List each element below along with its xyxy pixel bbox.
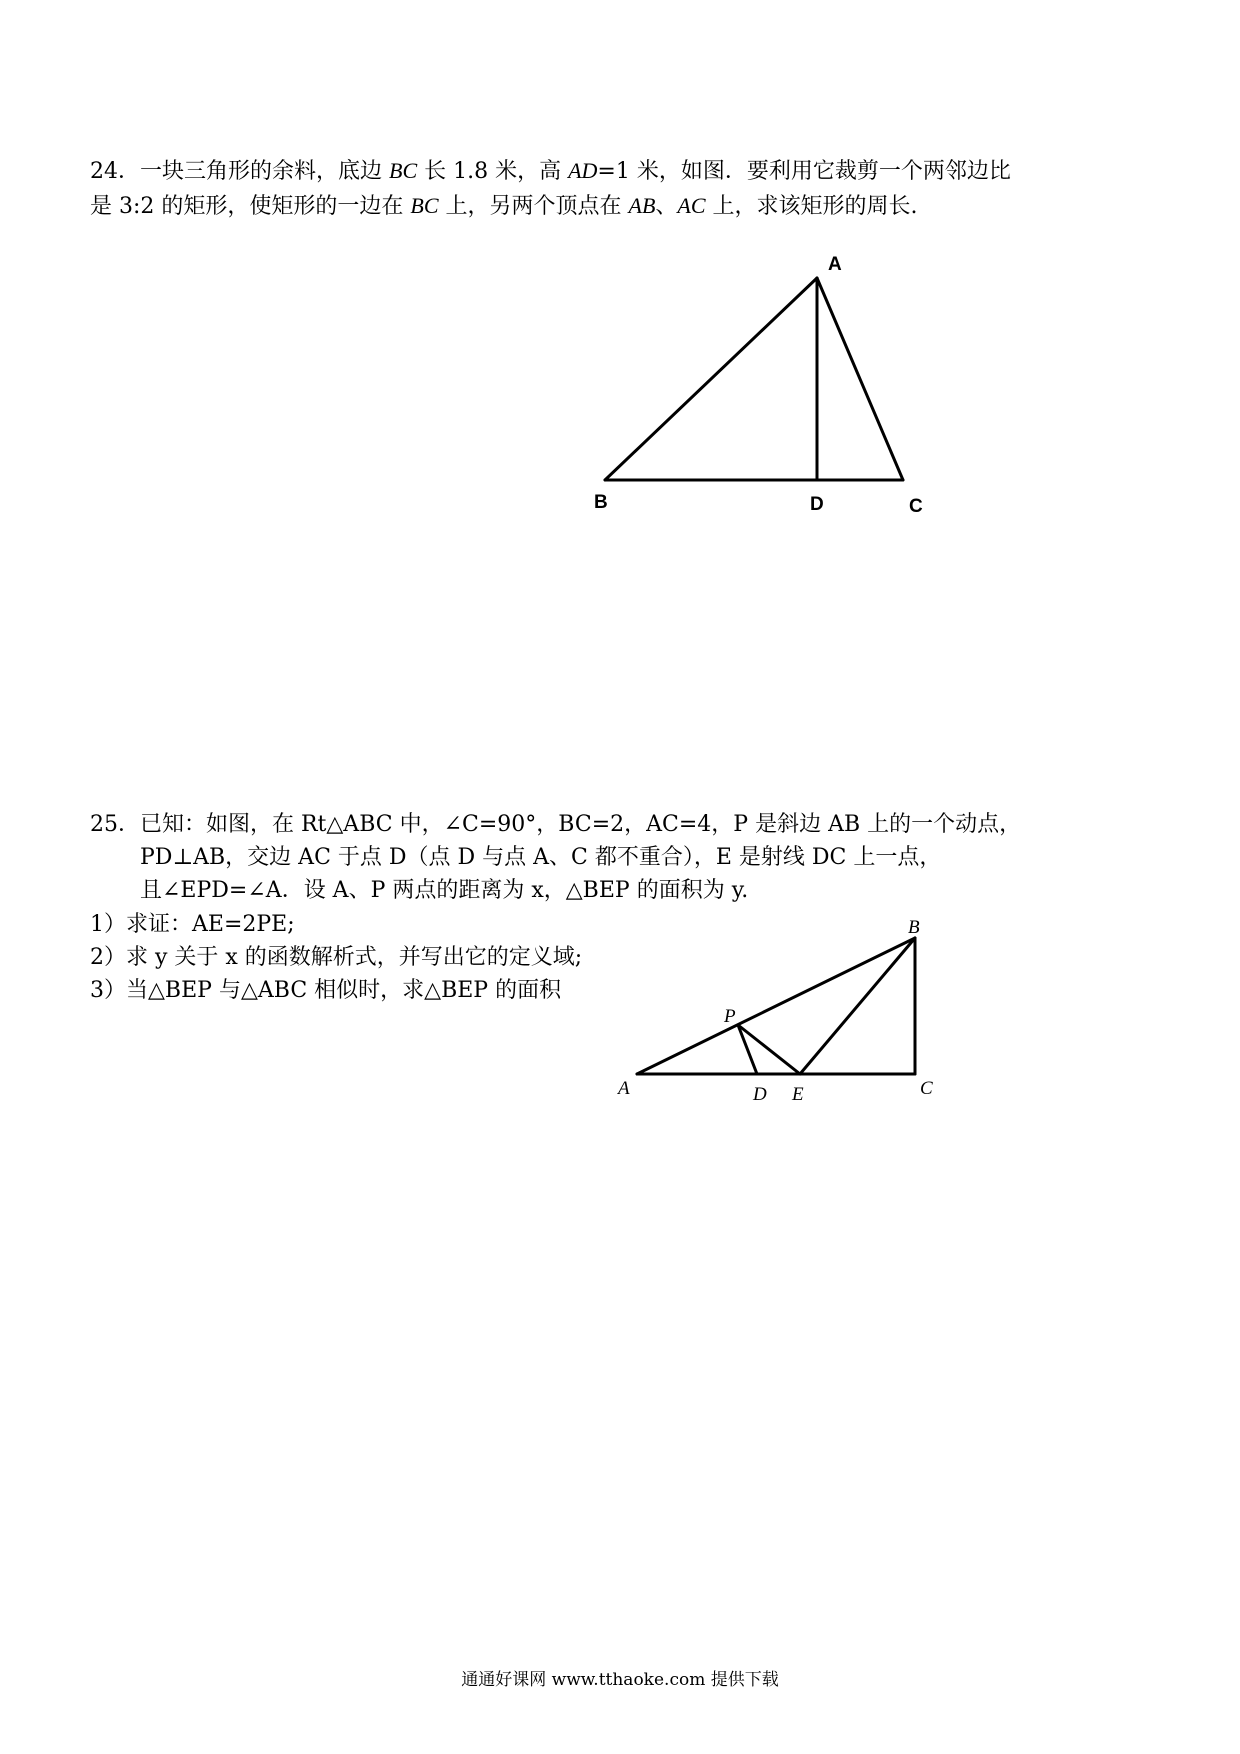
- q24-line-1-part-1: 24．一块三角形的余料，底边: [90, 159, 389, 184]
- q24-line-1: [90, 156, 1011, 187]
- q24-label-b: B: [594, 492, 608, 513]
- q24-label-d: D: [810, 494, 824, 515]
- q24-side-ab: [605, 278, 817, 480]
- q25-line-3: 且∠EPD=∠A．设 A、P 两点的距离为 x，△BEP 的面积为 y.: [140, 878, 749, 903]
- q25-label-d: D: [753, 1084, 767, 1105]
- q24-line-2-part-1: 是 3:2 的矩形，使矩形的一边在: [90, 194, 411, 219]
- q24-ad: AD: [568, 158, 598, 183]
- q24-ac: AC: [677, 193, 706, 218]
- q25-item-1: 1）求证：AE=2PE;: [90, 912, 295, 937]
- q24-line-2-part-2: 上，另两个顶点在: [438, 194, 629, 219]
- q24-line-1-part-2: 长 1.8 米，高: [417, 159, 569, 184]
- q25-line-2: PD⊥AB，交边 AC 于点 D（点 D 与点 A、C 都不重合），E 是射线 DC 上一点，: [140, 845, 942, 870]
- q24-triangle: [605, 278, 903, 480]
- q25-label-a: A: [618, 1078, 630, 1099]
- q25-label-e: E: [792, 1084, 804, 1105]
- page-footer: 通通好课网 www.tthaoke.com 提供下载: [461, 1670, 779, 1690]
- q25-label-p: P: [724, 1006, 736, 1027]
- q24-ab: AB: [628, 193, 656, 218]
- q25-line-1: 25．已知：如图，在 Rt△ABC 中，∠C=90°，BC=2，AC=4，P 是斜边 AB 上的一个动点，: [90, 812, 1022, 837]
- q25-side-ab: [637, 938, 915, 1074]
- q25-segment-be: [800, 938, 915, 1074]
- q24-label-a: A: [828, 254, 842, 275]
- q24-bc-2: BC: [410, 193, 439, 218]
- q25-label-b: B: [908, 917, 920, 938]
- q24-line-2-part-4: 上，求该矩形的周长.: [705, 194, 918, 219]
- q24-side-ac: [817, 278, 903, 480]
- q25-segment-pe: [738, 1025, 800, 1074]
- q25-segment-pd: [738, 1025, 757, 1074]
- q25-triangle: [637, 938, 915, 1074]
- q25-item-2: 2）求 y 关于 x 的函数解析式，并写出它的定义域;: [90, 945, 583, 970]
- q25-item-3: 3）当△BEP 与△ABC 相似时，求△BEP 的面积: [90, 978, 562, 1003]
- q24-label-c: C: [909, 496, 923, 517]
- q24-line-2-part-3: 、: [655, 194, 678, 219]
- q24-line-1-part-3: =1 米，如图．要利用它裁剪一个两邻边比: [597, 159, 1011, 184]
- q25-label-c: C: [920, 1078, 933, 1099]
- q24-line-2: [90, 191, 918, 222]
- q24-bc: BC: [389, 158, 418, 183]
